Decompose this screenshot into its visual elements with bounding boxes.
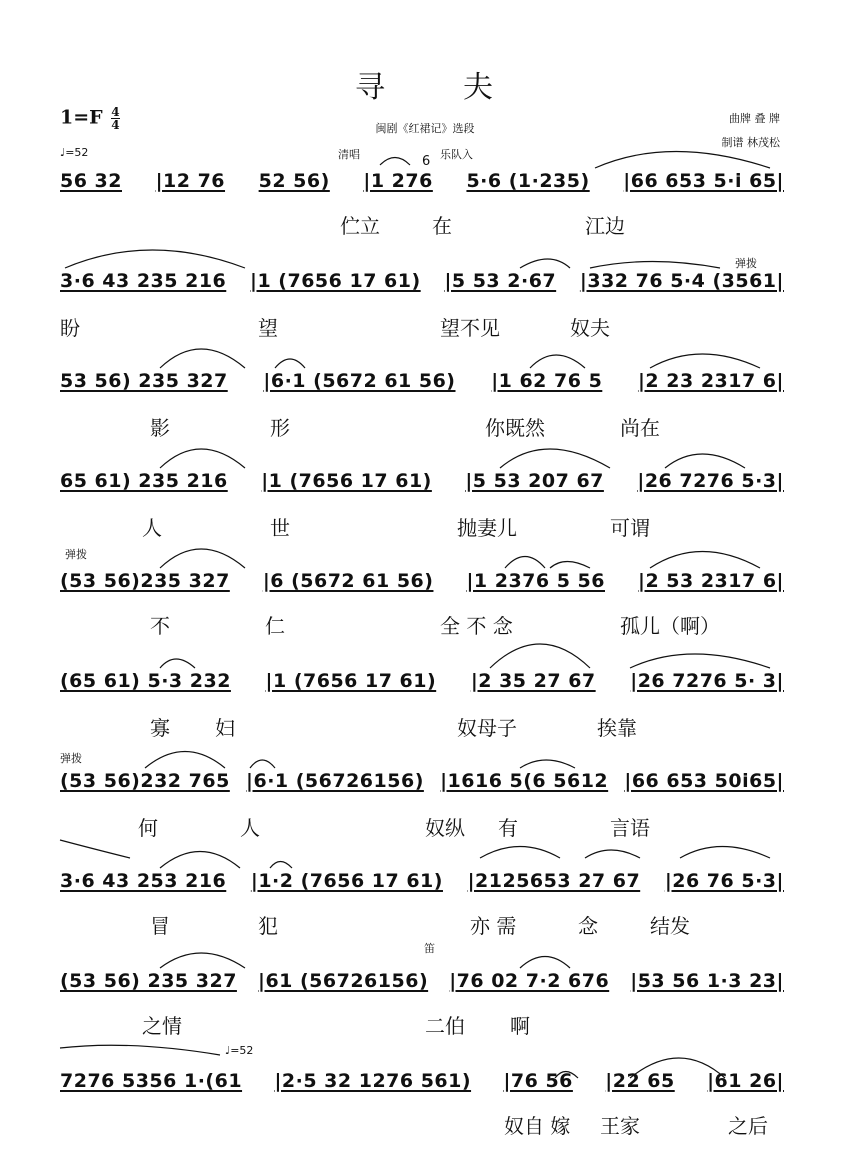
note-group: |26 7276 5·3|	[637, 470, 784, 492]
note-group: |1 (7656 17 61)	[261, 470, 432, 492]
title-char-2: 夫	[463, 70, 495, 105]
tempo-mark-1: ♩=52	[60, 146, 89, 159]
note-group: |1616 5(6 5612	[440, 770, 609, 792]
lyric: 奴母子	[457, 716, 517, 740]
note-group: |332 76 5·4 (3561|	[579, 270, 784, 292]
lyric: 江边	[585, 214, 625, 238]
note-group: |6·1 (56726156)	[246, 770, 424, 792]
notation-row-8	[60, 870, 784, 892]
note-group: |61 26|	[707, 1070, 784, 1092]
note-group: 7276 5356 1·(61	[60, 1070, 243, 1092]
note-group: 65 61) 235 216	[60, 470, 228, 492]
note-group: |2·5 32 1276 561)	[274, 1070, 472, 1092]
time-top: 4	[111, 105, 120, 119]
note-group: |76 02 7·2 676	[449, 970, 610, 992]
note-group: |1 (7656 17 61)	[265, 670, 437, 692]
note-group: |26 76 5·3|	[664, 870, 784, 892]
lyric: 可谓	[610, 516, 650, 540]
lyric: 仁	[265, 614, 285, 638]
mark-qingchang: 清唱	[338, 148, 360, 161]
lyric: 之情	[142, 1014, 182, 1038]
credit-arranger: 制谱 林茂松	[721, 136, 780, 149]
note-group: (53 56) 235 327	[60, 970, 237, 992]
notation-row-5	[60, 570, 784, 592]
lyric: 望	[258, 316, 278, 340]
note-group: |1 2376 5 56	[466, 570, 605, 592]
note-group: |53 56 1·3 23|	[630, 970, 784, 992]
note-group: (53 56)232 765	[60, 770, 230, 792]
subtitle: 闽剧《红裙记》选段	[375, 122, 475, 135]
note-group: 3·6 43 253 216	[60, 870, 227, 892]
note-group: |6 (5672 61 56)	[262, 570, 434, 592]
lyric: 孤儿（啊）	[620, 614, 720, 638]
note-group: (53 56)235 327	[60, 570, 230, 592]
lyric: 人	[142, 516, 162, 540]
lyric: 影	[150, 416, 170, 440]
lyric: 望不见	[440, 316, 500, 340]
lyric: 言语	[610, 816, 650, 840]
credit-qupai: 曲牌 叠 牌	[729, 112, 780, 125]
lyric: 奴夫	[570, 316, 610, 340]
note-group: 3·6 43 235 216	[60, 270, 227, 292]
title-char-1: 寻	[355, 70, 387, 105]
note-group: 52 56)	[258, 170, 330, 192]
notation-row-3	[60, 370, 784, 392]
lyric: 奴纵	[425, 816, 465, 840]
mark-yuedui: 乐队入	[440, 148, 473, 161]
notation-row-4	[60, 470, 784, 492]
notation-row-6	[60, 670, 784, 692]
tempo-mark-2: ♩=52	[225, 1044, 254, 1057]
lyric: 寡	[150, 716, 170, 740]
lyric: 之后	[728, 1114, 768, 1138]
lyric: 冒	[150, 914, 170, 938]
lyric: 念	[578, 914, 598, 938]
note-group: |1 62 76 5	[491, 370, 603, 392]
note-group: |26 7276 5· 3|	[630, 670, 784, 692]
note-group: |12 76	[155, 170, 226, 192]
note-group: |22 65	[605, 1070, 675, 1092]
lyric: 王家	[600, 1114, 640, 1138]
lyric: 二伯	[425, 1014, 465, 1038]
note-group: |5 53 207 67	[465, 470, 604, 492]
mark-tanbo-3: 弹拨	[60, 752, 82, 765]
lyric: 结发	[650, 914, 690, 938]
note-group: |2 23 2317 6|	[637, 370, 784, 392]
lyric: 抛妻儿	[457, 516, 517, 540]
notation-row-1	[60, 170, 784, 192]
note-group: |1·2 (7656 17 61)	[250, 870, 443, 892]
lyric: 尚在	[620, 416, 660, 440]
key-label: 1=F	[60, 106, 103, 129]
notation-row-7	[60, 770, 784, 792]
note-group: |2125653 27 67	[467, 870, 641, 892]
note-group: |2 35 27 67	[470, 670, 596, 692]
note-group: 56 32	[60, 170, 122, 192]
lyric: 啊	[510, 1014, 530, 1038]
note-group: 53 56) 235 327	[60, 370, 228, 392]
lyric: 人	[240, 816, 260, 840]
lyric: 在	[432, 214, 452, 238]
lyric: 妇	[215, 716, 235, 740]
note-group: |61 (56726156)	[258, 970, 429, 992]
lyric: 世	[270, 516, 290, 540]
lyric: 形	[270, 416, 290, 440]
mark-tanbo-1: 弹拨	[735, 257, 757, 270]
note-group: |6·1 (5672 61 56)	[263, 370, 456, 392]
notation-row-9	[60, 970, 784, 992]
notation-row-2	[60, 270, 784, 292]
lyric: 亦 需	[470, 914, 517, 938]
note-group: (65 61) 5·3 232	[60, 670, 231, 692]
notation-row-10	[60, 1070, 784, 1092]
mark-tanbo-2: 弹拨	[65, 548, 87, 561]
lyric: 挨靠	[597, 716, 637, 740]
note-group: |1 276	[363, 170, 433, 192]
lyric: 你既然	[485, 416, 545, 440]
lyric: 不	[150, 614, 170, 638]
note-group: |2 53 2317 6|	[638, 570, 784, 592]
note-group: |5 53 2·67	[444, 270, 557, 292]
note-group: |1 (7656 17 61)	[250, 270, 421, 292]
note-group: |76 56	[503, 1070, 573, 1092]
lyric: 有	[498, 816, 518, 840]
note-group: |66 653 50i65|	[624, 770, 784, 792]
lyric: 犯	[258, 914, 278, 938]
mark-di: 笛	[424, 942, 435, 955]
note-group: 5·6 (1·235)	[466, 170, 590, 192]
page-title	[0, 62, 850, 106]
time-bottom: 4	[111, 118, 120, 132]
lyric: 伫立	[340, 214, 380, 238]
lyric: 盼	[60, 316, 80, 340]
lyric: 奴自 嫁	[504, 1114, 571, 1138]
lyric: 何	[138, 816, 158, 840]
note-group: |66 653 5·i 65|	[623, 170, 784, 192]
mark-grace-note: 6	[422, 154, 431, 169]
lyric: 全 不 念	[440, 614, 513, 638]
